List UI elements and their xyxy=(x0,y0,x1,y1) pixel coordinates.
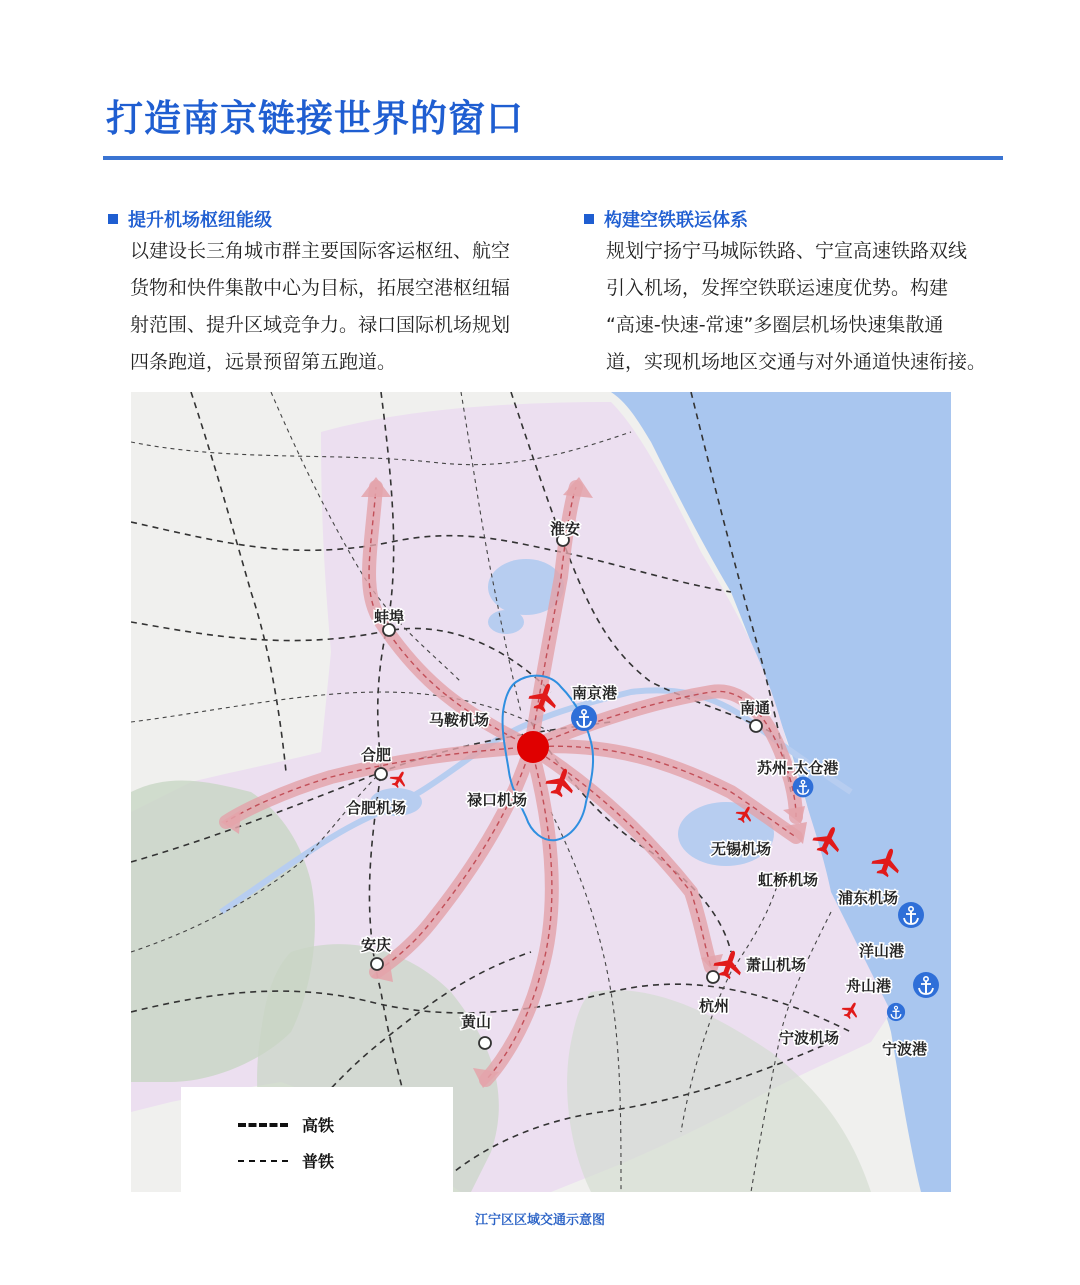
port-icon-yangshan xyxy=(913,972,939,998)
city-marker-hangzhou xyxy=(707,971,719,983)
label-pudong-airport: 浦东机场 xyxy=(838,889,899,907)
label-hongqiao-airport: 虹桥机场 xyxy=(758,871,819,889)
section-heading xyxy=(584,207,1004,231)
label-suzhou-taicang: 苏州-太仓港 xyxy=(757,759,839,777)
square-bullet-icon xyxy=(584,214,594,224)
map-legend xyxy=(181,1087,453,1192)
regional-transport-map xyxy=(131,392,951,1192)
label-nantong: 南通 xyxy=(740,699,771,717)
label-hefei: 合肥 xyxy=(361,746,392,764)
label-maanshan-airport: 马鞍机场 xyxy=(429,711,490,729)
port-icon-nanjing xyxy=(571,705,597,731)
label-zhoushan-port: 舟山港 xyxy=(846,977,892,995)
port-icon-pudong xyxy=(898,902,924,928)
label-nanjinggang: 南京港 xyxy=(572,684,618,702)
port-icon-suzhou-taicang xyxy=(793,777,814,798)
section-air-rail xyxy=(584,207,1004,381)
legend-label-conventional: 普铁 xyxy=(302,1152,335,1171)
label-huaian: 淮安 xyxy=(550,520,581,538)
nanjing-center-marker xyxy=(517,731,549,763)
label-hefei-airport: 合肥机场 xyxy=(346,799,407,817)
square-bullet-icon xyxy=(108,214,118,224)
label-lukou-airport: 禄口机场 xyxy=(467,791,528,809)
label-hangzhou: 杭州 xyxy=(699,997,730,1015)
label-ningbo-port: 宁波港 xyxy=(882,1040,928,1058)
legend-row-conventional xyxy=(238,1149,334,1172)
label-bengbu: 蚌埠 xyxy=(374,608,405,626)
city-marker-nantong xyxy=(750,720,762,732)
section-heading-text: 构建空铁联运体系 xyxy=(604,210,748,231)
city-marker-anqing xyxy=(371,958,383,970)
label-xiaoshan-airport: 萧山机场 xyxy=(746,956,807,974)
label-wuxi-airport: 无锡机场 xyxy=(711,840,772,858)
title-divider xyxy=(103,156,1003,160)
label-anqing: 安庆 xyxy=(361,936,392,954)
city-marker-huangshan xyxy=(479,1037,491,1049)
legend-line-thin-dashed xyxy=(238,1160,288,1162)
label-yangshan-port: 洋山港 xyxy=(859,942,905,960)
section-airport-hub xyxy=(108,207,548,381)
page-title: 打造南京链接世界的窗口 xyxy=(106,97,524,140)
legend-line-thick-dashed xyxy=(238,1123,288,1127)
port-icon-zhoushan xyxy=(887,1003,905,1021)
map-caption: 江宁区区域交通示意图 xyxy=(474,1213,605,1228)
legend-label-high-speed: 高铁 xyxy=(302,1116,335,1135)
label-ningbo-airport: 宁波机场 xyxy=(779,1029,840,1047)
city-marker-hefei xyxy=(375,768,387,780)
section-body-text: 以建设长三角城市群主要国际客运枢纽、航空 货物和快件集散中心为目标，拓展空港枢纽辐 射范围、提升区域竞争力。禄口国际机场规划 四条跑道，远景预留第五跑道。 xyxy=(130,240,511,373)
lake-gaoyou xyxy=(488,610,524,634)
label-huangshan: 黄山 xyxy=(461,1013,492,1031)
section-body-text: 规划宁扬宁马城际铁路、宁宣高速铁路双线 引入机场，发挥空铁联运速度优势。构建 “高速-快速-常速”多圈层机场快速集散通 道，实现机场地区交通与对外通道快速衔接。 xyxy=(606,240,987,373)
legend-row-high-speed xyxy=(238,1113,334,1136)
section-heading-text: 提升机场枢纽能级 xyxy=(128,210,272,231)
section-heading xyxy=(108,207,548,231)
